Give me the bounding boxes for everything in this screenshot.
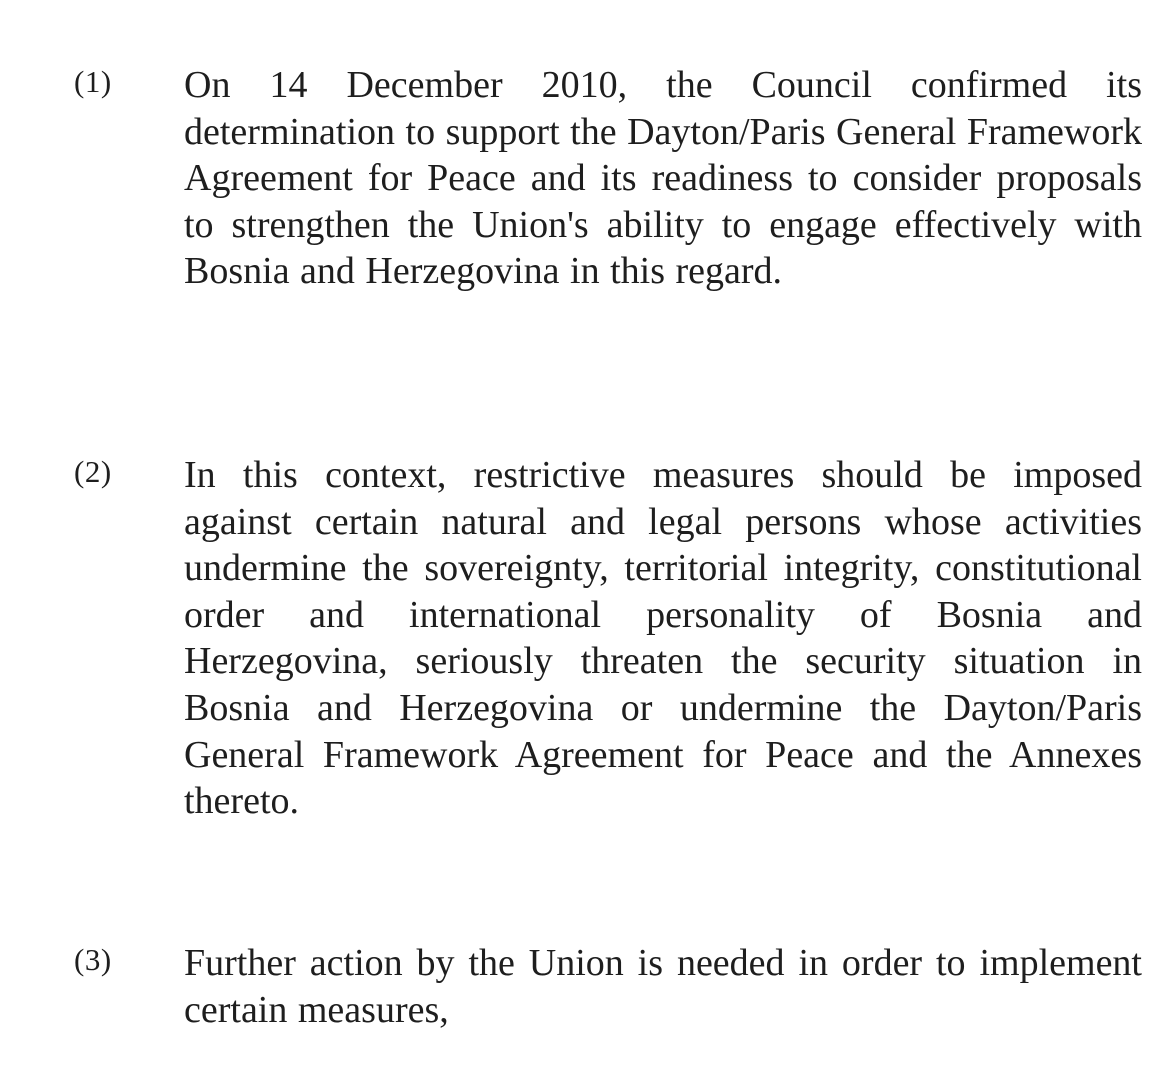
- recital-text: Further action by the Union is needed in order to implement certain measures,: [184, 942, 1142, 1031]
- recital-number: (2): [74, 454, 112, 489]
- recital-number: (3): [74, 942, 112, 977]
- recital-text: On 14 December 2010, the Council confirmed its determination to support the Dayton/Paris General Framework Agreement for Peace and its readiness to consider proposals to strengthen the Union's ability to engage effectively with Bosnia and Herzegovina in this regard.: [184, 64, 1142, 293]
- recital-number: (1): [74, 64, 112, 99]
- recital-text: In this context, restrictive measures should be imposed against certain natural and legal persons whose activities undermine the sovereignty, territorial integrity, constitutional order and international personality of Bosnia and Herzegovina, seriously threaten the security situation in Bosnia and Herzegovina or undermine the Dayton/Paris General Framework Agreement for Peace and the Annexes thereto.: [184, 454, 1142, 823]
